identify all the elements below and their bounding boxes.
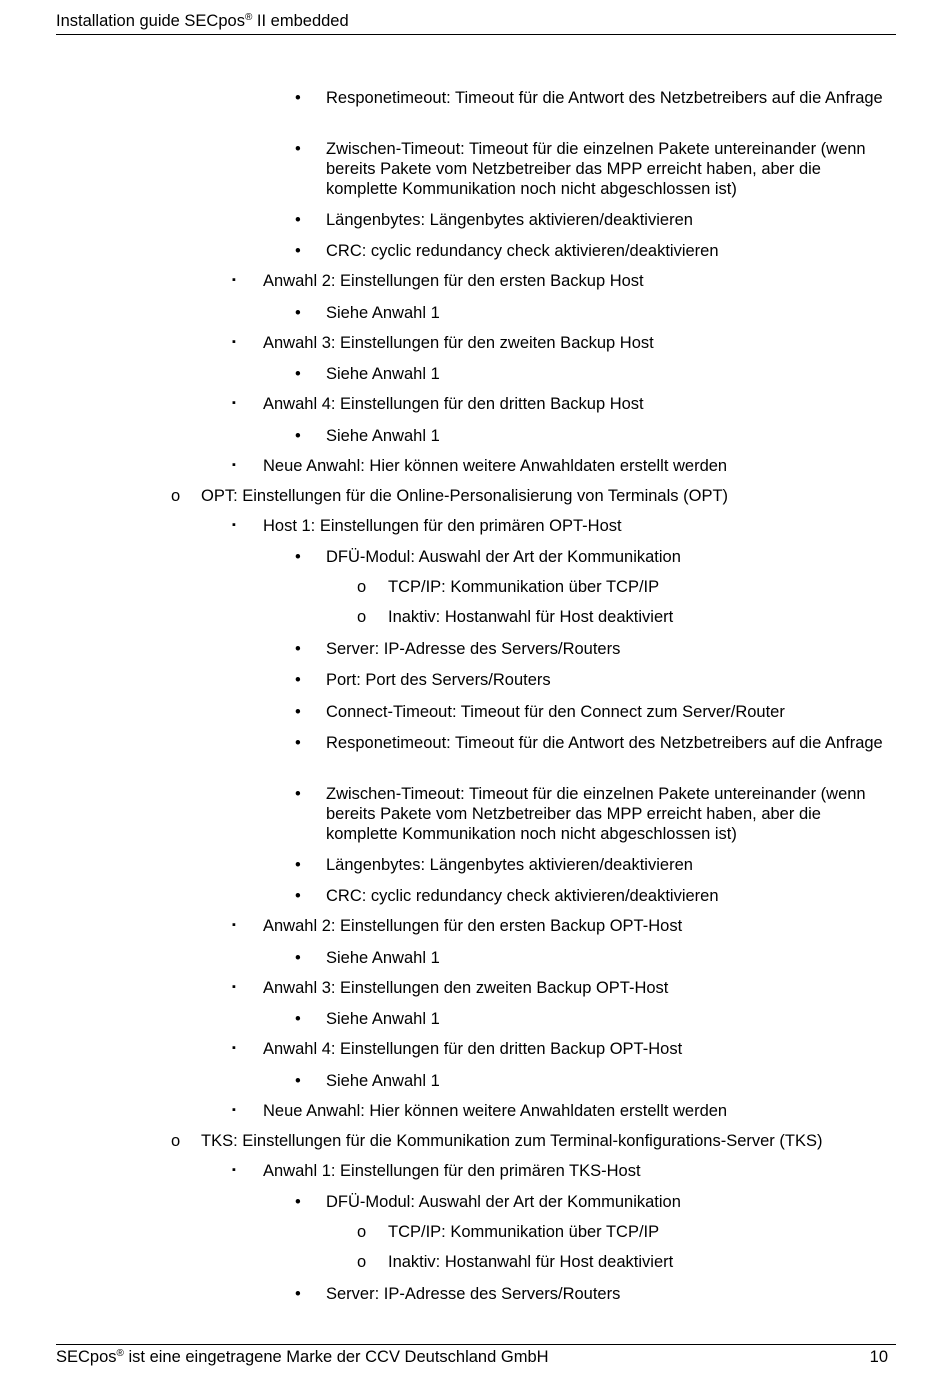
list-item: o TCP/IP: Kommunikation über TCP/IP [357, 1223, 660, 1241]
list-item: • Längenbytes: Längenbytes aktivieren/deaktivieren [295, 211, 693, 229]
dot-bullet: • [295, 1285, 301, 1303]
list-item: • Zwischen-Timeout: Timeout für die einzelnen Pakete untereinander (wenn bereits Pakete vom Netzbetreiber das MPP erreicht haben, aber die komplette Kommunikation noch nicht abgeschlossen ist) [295, 140, 866, 198]
list-item: ▪ Anwahl 3: Einstellungen für den zweiten Backup Host [232, 334, 654, 352]
list-item: o OPT: Einstellungen für die Online-Personalisierung von Terminals (OPT) [171, 487, 729, 505]
square-bullet: ▪ [232, 274, 236, 286]
square-bullet: ▪ [232, 981, 236, 993]
dot-bullet: • [295, 140, 301, 158]
square-bullet: ▪ [232, 397, 236, 409]
registered-mark: ® [116, 1348, 124, 1359]
header-title-suffix: II embedded [252, 12, 349, 30]
list-item: ▪ Neue Anwahl: Hier können weitere Anwahldaten erstellt werden [232, 457, 728, 475]
list-item: ▪ Anwahl 2: Einstellungen für den ersten Backup OPT-Host [232, 917, 683, 935]
list-item: • CRC: cyclic redundancy check aktivieren/deaktivieren [295, 242, 719, 260]
list-item: o TCP/IP: Kommunikation über TCP/IP [357, 578, 660, 596]
list-item: • Siehe Anwahl 1 [295, 304, 440, 322]
list-item: • Siehe Anwahl 1 [295, 949, 440, 967]
page-footer [56, 1347, 896, 1367]
square-bullet: ▪ [232, 459, 236, 471]
list-item: • DFÜ-Modul: Auswahl der Art der Kommunikation [295, 1193, 681, 1211]
dot-bullet: • [295, 211, 301, 229]
list-item: • Server: IP-Adresse des Servers/Routers [295, 1285, 621, 1303]
dot-bullet: • [295, 949, 301, 967]
list-item: • Responetimeout: Timeout für die Antwort des Netzbetreibers auf die Anfrage [295, 734, 883, 752]
square-bullet: ▪ [232, 919, 236, 931]
list-item: • Port: Port des Servers/Routers [295, 671, 551, 689]
circle-bullet: o [357, 608, 367, 626]
list-item: • CRC: cyclic redundancy check aktivieren/deaktivieren [295, 887, 719, 905]
list-item: • Siehe Anwahl 1 [295, 1010, 440, 1028]
list-item: ▪ Anwahl 4: Einstellungen für den dritten Backup Host [232, 395, 644, 413]
dot-bullet: • [295, 671, 301, 689]
list-item: • Siehe Anwahl 1 [295, 1072, 440, 1090]
square-bullet: ▪ [232, 1042, 236, 1054]
footer-brand: SECpos [56, 1348, 117, 1366]
dot-bullet: • [295, 785, 301, 803]
list-item: • Responetimeout: Timeout für die Antwort des Netzbetreibers auf die Anfrage [295, 89, 883, 107]
list-item: • Siehe Anwahl 1 [295, 427, 440, 445]
circle-bullet: o [357, 1253, 367, 1271]
dot-bullet: • [295, 242, 301, 260]
footer-rule [56, 1344, 896, 1345]
dot-bullet: • [295, 640, 301, 658]
dot-bullet: • [295, 887, 301, 905]
list-item: ▪ Host 1: Einstellungen für den primären OPT-Host [232, 517, 622, 535]
list-item: ▪ Anwahl 1: Einstellungen für den primären TKS-Host [232, 1162, 641, 1180]
square-bullet: ▪ [232, 1104, 236, 1116]
dot-bullet: • [295, 548, 301, 566]
dot-bullet: • [295, 1193, 301, 1211]
header-rule [56, 34, 896, 35]
page-number: 10 [869, 1348, 888, 1366]
list-item: ▪ Neue Anwahl: Hier können weitere Anwahldaten erstellt werden [232, 1102, 728, 1120]
list-item: • DFÜ-Modul: Auswahl der Art der Kommunikation [295, 548, 681, 566]
dot-bullet: • [295, 734, 301, 752]
page-header [56, 11, 896, 31]
circle-bullet: o [171, 487, 181, 505]
list-item: ▪ Anwahl 2: Einstellungen für den ersten Backup Host [232, 272, 644, 290]
square-bullet: ▪ [232, 519, 236, 531]
circle-bullet: o [357, 578, 367, 596]
dot-bullet: • [295, 703, 301, 721]
list-item: o TKS: Einstellungen für die Kommunikation zum Terminal-konfigurations-Server (TKS) [171, 1132, 823, 1150]
dot-bullet: • [295, 1072, 301, 1090]
list-item: • Längenbytes: Längenbytes aktivieren/deaktivieren [295, 856, 693, 874]
list-item: ▪ Anwahl 4: Einstellungen für den dritten Backup OPT-Host [232, 1040, 683, 1058]
circle-bullet: o [357, 1223, 367, 1241]
registered-mark: ® [244, 12, 253, 23]
list-item: ▪ Anwahl 3: Einstellungen den zweiten Backup OPT-Host [232, 979, 669, 997]
dot-bullet: • [295, 89, 301, 107]
dot-bullet: • [295, 856, 301, 874]
circle-bullet: o [171, 1132, 181, 1150]
dot-bullet: • [295, 304, 301, 322]
list-item: • Siehe Anwahl 1 [295, 365, 440, 383]
list-item: • Connect-Timeout: Timeout für den Connect zum Server/Router [295, 703, 785, 721]
dot-bullet: • [295, 1010, 301, 1028]
square-bullet: ▪ [232, 336, 236, 348]
dot-bullet: • [295, 427, 301, 445]
list-item: • Server: IP-Adresse des Servers/Routers [295, 640, 621, 658]
header-title: Installation guide SECpos [56, 12, 245, 30]
list-item: o Inaktiv: Hostanwahl für Host deaktiviert [357, 608, 674, 626]
square-bullet: ▪ [232, 1164, 236, 1176]
list-item: • Zwischen-Timeout: Timeout für die einzelnen Pakete untereinander (wenn bereits Pakete vom Netzbetreiber das MPP erreicht haben, aber die komplette Kommunikation noch nicht abgeschlossen ist) [295, 785, 866, 843]
dot-bullet: • [295, 365, 301, 383]
footer-text: ist eine eingetragene Marke der CCV Deutschland GmbH [123, 1348, 549, 1366]
list-item: o Inaktiv: Hostanwahl für Host deaktiviert [357, 1253, 674, 1271]
